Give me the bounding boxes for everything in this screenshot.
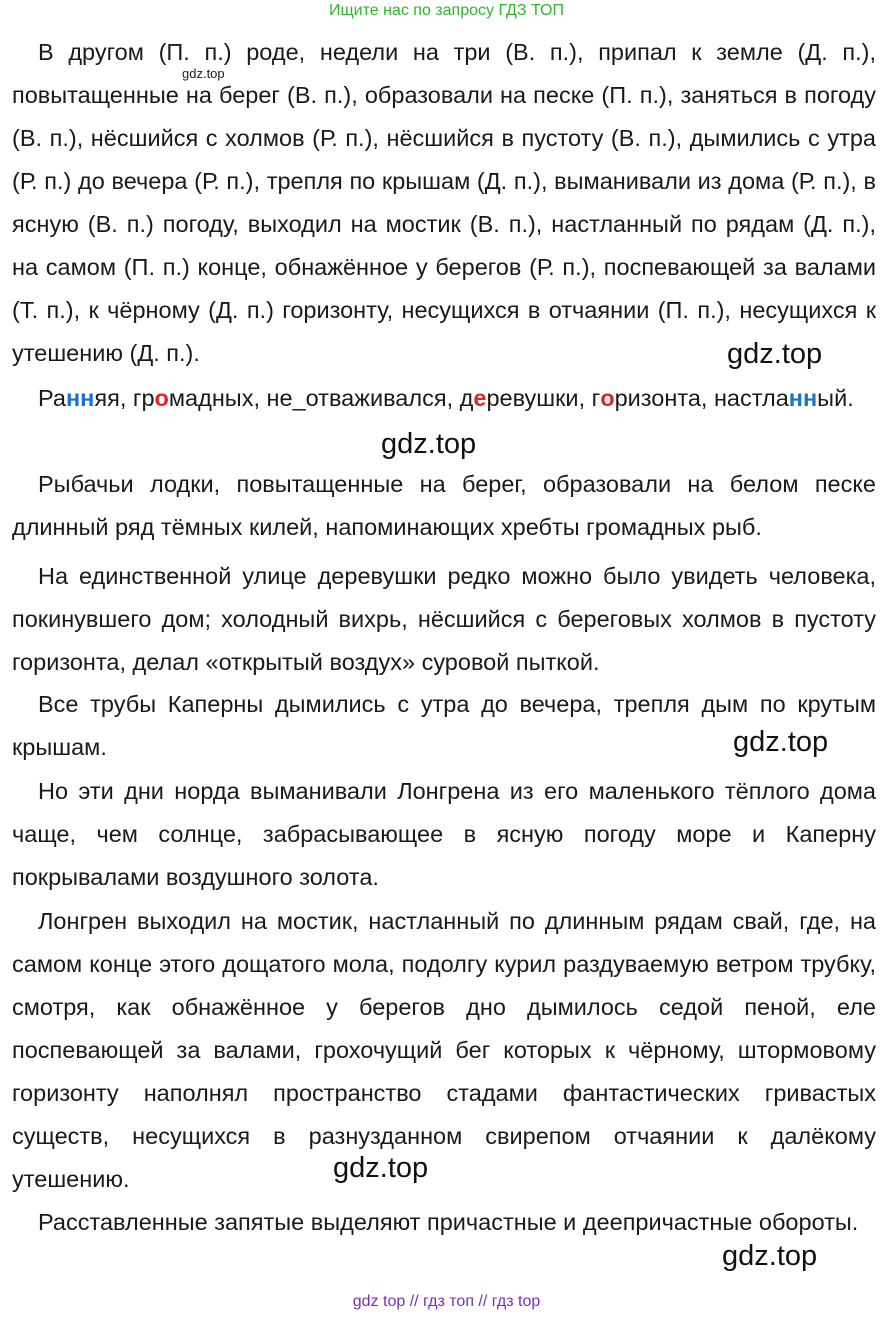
highlighted-letters: о [600,385,615,411]
spelling-word: Ранняя [38,385,120,411]
highlighted-letters: е [473,385,487,411]
spelling-words-paragraph [12,377,876,420]
paragraph-text: Расставленные запятые выделяют причастные и деепричастные обороты. [38,1209,859,1235]
spelling-word: горизонта [591,385,701,411]
case-list-paragraph [12,31,876,375]
watermark-5: gdz.top [722,1240,818,1272]
spelling-words: Ранняя, громадных, не_отваживался, деревушки, горизонта, настланный. [38,385,854,411]
text-paragraph-1 [12,463,876,549]
case-list-text: В другом (П. п.) роде, недели на три (В. п.), припал к земле (Д. п.), повытащенные на берег (В. п.), образовали на песке (П. п.), заняться в погоду (В. п.), нёсшийся с холмов (Р. п.), нёсшийся в пустоту (В. п.), дымились с утра (Р. п.) до вечера (Р. п.), трепля по крышам (Д. п.), выманивали из дома (Р. п.), в ясную (В. п.) погоду, выходил на мостик (В. п.), настланный по рядам (Д. п.), на самом (П. п.) конце, обнажённое у берегов (Р. п.), поспевающей за валами (Т. п.), к чёрному (Д. п.) горизонту, несущихся в отчаянии (П. п.), несущихся к утешению (Д. п.). [12,39,876,366]
spelling-word: настланный [713,385,848,411]
paragraph-text: Лонгрен выходил на мостик, настланный по длинным рядам свай, где, на самом конце этого дощатого мола, подолгу курил раздуваемую ветром трубку, смотря, как обнажённое у берегов дно дымилось седой пеной, еле поспевающей за валами, грохочущий бег которых к чёрному, штормовому горизонту наполнял пространство стадами фантастических гривастых существ, несущихся в разнузданном свирепом отчаянии к далёкому утешению. [12,908,876,1192]
paragraph-text: Рыбачьи лодки, повытащенные на берег, образовали на белом песке длинный ряд тёмных килей, напоминающих хребты громадных рыб. [12,471,876,540]
paragraph-text: На единственной улице деревушки редко можно было увидеть человека, покинувшего дом; холодный вихрь, нёсшийся с береговых холмов в пустоту горизонта, делал «открытый воздух» суровой пыткой. [12,563,876,675]
text-paragraph-5 [12,900,876,1201]
spelling-word: деревушки [459,385,579,411]
footer-links: gdz top // гдз топ // гдз top [352,1293,541,1310]
spelling-word: громадных [132,385,254,411]
watermark-1: gdz.top [727,338,823,370]
text-paragraph-4 [12,770,876,899]
top-banner: Ищите нас по запросу ГДЗ ТОП [329,2,564,19]
watermark-4: gdz.top [333,1152,429,1184]
highlighted-letters: нн [65,385,95,411]
paragraph-text: Но эти дни норда выманивали Лонгрена из его маленького тёплого дома чаще, чем солнце, забрасывающее в ясную погоду море и Каперну покрывалами воздушного золота. [12,778,876,890]
text-paragraph-6 [12,1201,876,1244]
watermark-2: gdz.top [381,428,477,460]
text-paragraph-2 [12,555,876,684]
watermark-small: gdz.top [182,66,225,81]
spelling-word: не_отваживался [266,385,447,411]
watermark-3: gdz.top [733,726,829,758]
highlighted-letters: о [154,385,169,411]
paragraph-text: Все трубы Каперны дымились с утра до вечера, трепля дым по крутым крышам. [12,691,876,760]
highlighted-letters: нн [788,385,818,411]
